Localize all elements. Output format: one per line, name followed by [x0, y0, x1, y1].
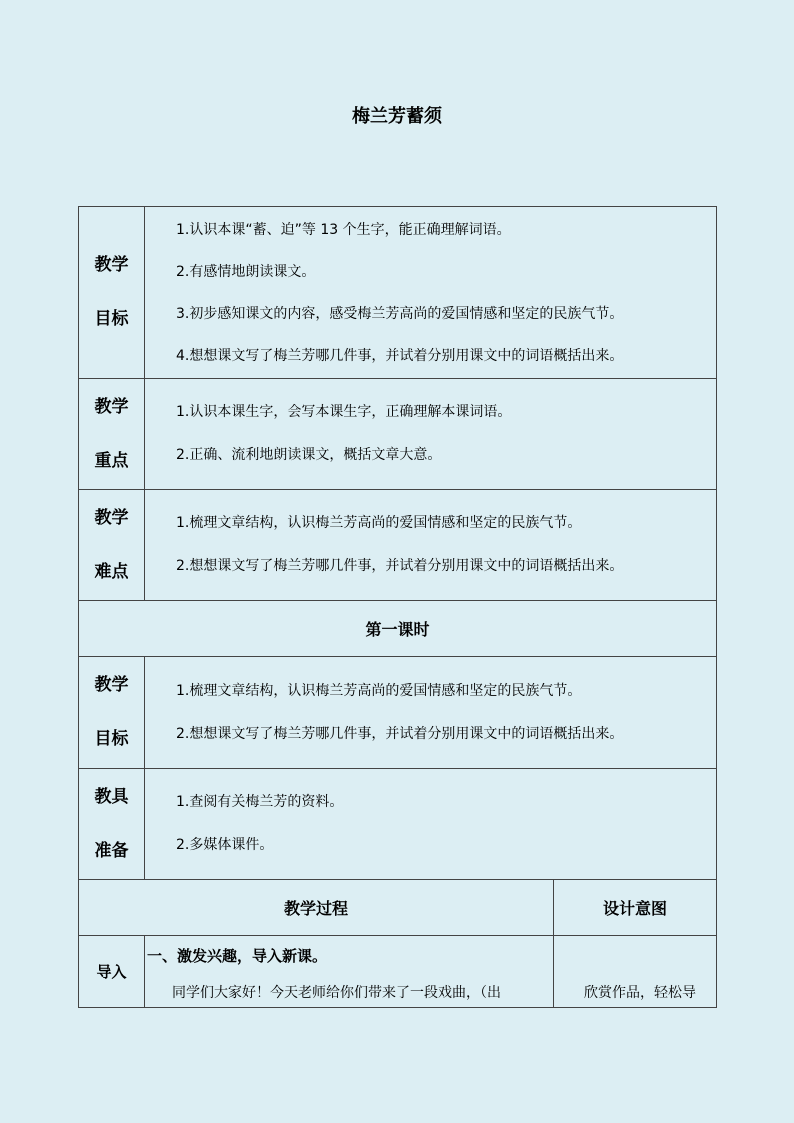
section-label: 教具 准备 — [79, 769, 145, 880]
section-label: 教学 难点 — [79, 490, 145, 601]
list-item: 1.查阅有关梅兰芳的资料。 — [176, 794, 344, 810]
table-row — [79, 601, 717, 657]
section-label: 教学 目标 — [79, 207, 145, 379]
table-row — [79, 379, 717, 490]
lesson-heading: 第一课时 — [79, 601, 717, 657]
section-label: 教学 目标 — [79, 657, 145, 769]
list-item: 2.有感情地朗读课文。 — [176, 263, 316, 280]
section-items — [145, 379, 717, 490]
section-items — [145, 657, 717, 769]
process-text: 同学们大家好！今天老师给你们带来了一段戏曲，（出 — [172, 984, 501, 1001]
section-label: 教学 重点 — [79, 379, 145, 490]
lesson-plan-table — [78, 206, 717, 1008]
list-item: 3.初步感知课文的内容，感受梅兰芳高尚的爱国情感和坚定的民族气节。 — [176, 305, 624, 322]
intent-header: 设计意图 — [554, 880, 717, 936]
list-item: 1.认识本课生字，会写本课生字，正确理解本课词语。 — [176, 404, 512, 420]
list-item: 1.梳理文章结构，认识梅兰芳高尚的爱国情感和坚定的民族气节。 — [176, 515, 582, 531]
section-items — [145, 769, 717, 880]
list-item: 2.正确、流利地朗读课文，概括文章大意。 — [176, 447, 442, 463]
intro-label: 导入 — [79, 936, 145, 1008]
table-row — [79, 769, 717, 880]
list-item: 1.认识本课“蓄、迫”等 13 个生字，能正确理解词语。 — [176, 221, 511, 238]
table-row — [79, 880, 717, 936]
table-row — [79, 657, 717, 769]
table-row — [79, 490, 717, 601]
intent-text: 欣赏作品，轻松导 — [584, 984, 696, 1001]
list-item: 2.想想课文写了梅兰芳哪几件事，并试着分别用课文中的词语概括出来。 — [176, 725, 624, 742]
process-header: 教学过程 — [79, 880, 554, 936]
list-item: 2.想想课文写了梅兰芳哪几件事，并试着分别用课文中的词语概括出来。 — [176, 558, 624, 574]
section-items — [145, 207, 717, 379]
table-row — [79, 207, 717, 379]
page-title: 梅兰芳蓄须 — [352, 106, 442, 127]
section-title: 一、激发兴趣，导入新课。 — [147, 946, 328, 965]
list-item: 2.多媒体课件。 — [176, 837, 274, 853]
list-item: 4.想想课文写了梅兰芳哪几件事，并试着分别用课文中的词语概括出来。 — [176, 347, 624, 364]
section-items — [145, 490, 717, 601]
table-row — [79, 936, 717, 1008]
intro-intent — [554, 936, 717, 1008]
intro-process — [145, 936, 554, 1008]
list-item: 1.梳理文章结构，认识梅兰芳高尚的爱国情感和坚定的民族气节。 — [176, 682, 582, 699]
